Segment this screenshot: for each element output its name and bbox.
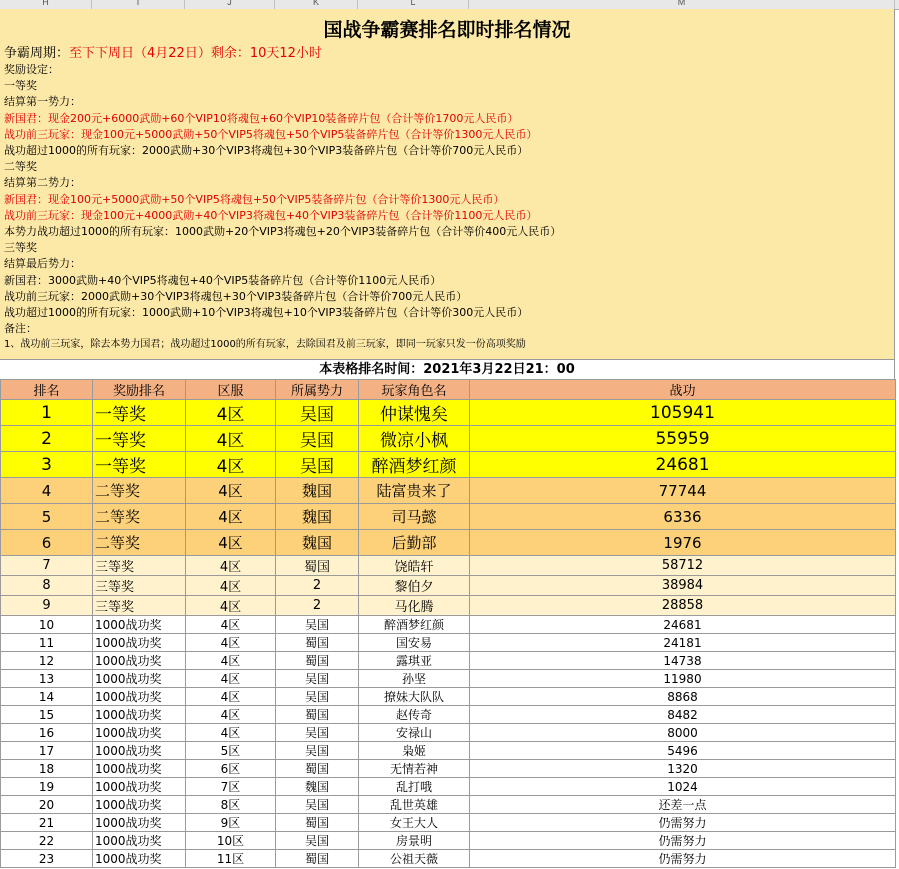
table-row [1,530,896,556]
cell-player-name[interactable]: 赵传奇 [359,706,470,724]
cell-server[interactable]: 4区 [186,616,276,634]
table-header-row [1,380,896,400]
reward-rule-line: 新国君：现金200元+6000武勋+60个VIP10将魂包+60个VIP10装备碎片包（合计等价1700元人民币） [4,111,519,125]
cell-player-name[interactable]: 安禄山 [359,724,470,742]
cell-prize[interactable]: 一等奖 [93,452,186,478]
reward-rule-line: 本势力战功超过1000的所有玩家：1000武勋+20个VIP3将魂包+20个VIP3装备碎片包（合计等价400元人民币） [4,225,562,239]
cell-server[interactable]: 4区 [186,634,276,652]
cell-faction[interactable]: 蜀国 [276,652,359,670]
cell-faction[interactable]: 吴国 [276,426,359,452]
table-row [1,832,896,850]
cell-prize[interactable]: 1000战功奖 [93,850,186,868]
cell-faction[interactable]: 蜀国 [276,634,359,652]
table-row [1,426,896,452]
cell-faction[interactable]: 吴国 [276,796,359,814]
cell-server[interactable]: 8区 [186,796,276,814]
cell-merit[interactable]: 58712 [470,556,896,576]
header-server[interactable]: 区服 [186,380,276,400]
table-row [1,478,896,504]
cell-prize[interactable]: 1000战功奖 [93,724,186,742]
header-faction[interactable]: 所属势力 [276,380,359,400]
cell-prize[interactable]: 1000战功奖 [93,652,186,670]
cell-server[interactable]: 4区 [186,504,276,530]
cell-server[interactable]: 4区 [186,652,276,670]
reward-rule-line: 奖励设定： [4,63,59,76]
cell-rank[interactable]: 21 [1,814,93,832]
cell-prize[interactable]: 1000战功奖 [93,832,186,850]
reward-rule-line: 备注： [4,322,37,336]
cell-faction[interactable]: 魏国 [276,504,359,530]
cell-merit[interactable]: 仍需努力 [470,832,896,850]
cell-merit[interactable]: 8868 [470,688,896,706]
cell-player-name[interactable]: 饶皓轩 [359,556,470,576]
cell-rank[interactable]: 17 [1,742,93,760]
header-merit[interactable]: 战功 [470,380,896,400]
cell-rank[interactable]: 6 [1,530,93,556]
reward-rule-line: 结算最后势力： [4,257,81,271]
cell-faction[interactable]: 吴国 [276,724,359,742]
cell-rank[interactable]: 2 [1,426,93,452]
reward-rule-line: 结算第一势力： [4,95,81,109]
cell-rank[interactable]: 14 [1,688,93,706]
cell-rank[interactable]: 1 [1,400,93,426]
cell-merit[interactable]: 24681 [470,452,896,478]
cell-player-name[interactable]: 醉酒梦红颜 [359,452,470,478]
page-title: 国战争霸赛排名即时排名情况 [323,19,571,41]
cell-player-name[interactable]: 后勤部 [359,530,470,556]
cell-player-name[interactable]: 无情若神 [359,760,470,778]
cell-server[interactable]: 6区 [186,760,276,778]
table-row [1,576,896,596]
cycle-value: 至下下周日（4月22日）剩余：10天12小时 [69,46,322,61]
cell-prize[interactable]: 二等奖 [93,504,186,530]
cell-rank[interactable]: 20 [1,796,93,814]
table-row [1,760,896,778]
cell-player-name[interactable]: 乱打哦 [359,778,470,796]
table-row [1,850,896,868]
cell-faction[interactable]: 魏国 [276,778,359,796]
cell-faction[interactable]: 吴国 [276,452,359,478]
cell-faction[interactable]: 蜀国 [276,556,359,576]
table-row [1,814,896,832]
cell-player-name[interactable]: 乱世英雄 [359,796,470,814]
reward-rule-line: 新国君：3000武勋+40个VIP5将魂包+40个VIP5装备碎片包（合计等价1100元人民币） [4,273,442,287]
cell-prize[interactable]: 二等奖 [93,530,186,556]
cell-server[interactable]: 4区 [186,706,276,724]
cell-merit[interactable]: 24681 [470,616,896,634]
cell-prize[interactable]: 三等奖 [93,576,186,596]
cell-prize[interactable]: 1000战功奖 [93,616,186,634]
cell-player-name[interactable]: 房景明 [359,832,470,850]
cell-player-name[interactable]: 仲谋愧矣 [359,400,470,426]
cell-faction[interactable]: 吴国 [276,832,359,850]
cell-merit[interactable]: 6336 [470,504,896,530]
header-player[interactable]: 玩家角色名 [359,380,470,400]
column-header-m[interactable]: M [469,0,895,9]
cell-prize[interactable]: 一等奖 [93,400,186,426]
cell-merit[interactable]: 8000 [470,724,896,742]
cell-server[interactable]: 4区 [186,596,276,616]
table-row [1,400,896,426]
cell-merit[interactable]: 28858 [470,596,896,616]
table-row [1,652,896,670]
cell-player-name[interactable]: 撩妹大队队 [359,688,470,706]
table-row [1,724,896,742]
cell-prize[interactable]: 三等奖 [93,596,186,616]
cell-rank[interactable]: 7 [1,556,93,576]
cell-server[interactable]: 4区 [186,400,276,426]
reward-rule-line: 战功前三玩家：现金100元+5000武勋+50个VIP5将魂包+50个VIP5装备碎片包（合计等价1300元人民币） [4,127,538,141]
column-header-j[interactable]: J [185,0,275,9]
table-row [1,688,896,706]
cell-faction[interactable]: 吴国 [276,616,359,634]
header-prize[interactable]: 奖励排名 [93,380,186,400]
header-rank[interactable]: 排名 [1,380,93,400]
cell-merit[interactable]: 11980 [470,670,896,688]
column-header-h[interactable]: H [0,0,92,9]
cell-prize[interactable]: 1000战功奖 [93,742,186,760]
cycle-line [4,42,322,61]
cell-player-name[interactable]: 醉酒梦红颜 [359,616,470,634]
cell-merit[interactable]: 14738 [470,652,896,670]
cell-faction[interactable]: 魏国 [276,478,359,504]
cell-rank[interactable]: 11 [1,634,93,652]
cell-server[interactable]: 4区 [186,688,276,706]
cell-rank[interactable]: 12 [1,652,93,670]
reward-rule-line: 战功超过1000的所有玩家：1000武勋+10个VIP3将魂包+10个VIP3装备碎片包（合计等价300元人民币） [4,306,529,320]
table-row [1,706,896,724]
cell-rank[interactable]: 22 [1,832,93,850]
cell-player-name[interactable]: 公祖天薇 [359,850,470,868]
cell-server[interactable]: 4区 [186,530,276,556]
cell-player-name[interactable]: 女王大人 [359,814,470,832]
cell-faction[interactable]: 蜀国 [276,760,359,778]
cell-merit[interactable]: 仍需努力 [470,814,896,832]
cell-player-name[interactable]: 微凉小枫 [359,426,470,452]
reward-rule-line: 战功前三玩家：现金100元+4000武勋+40个VIP3将魂包+40个VIP3装备碎片包（合计等价1100元人民币） [4,208,538,222]
cell-player-name[interactable]: 孙坚 [359,670,470,688]
cell-faction[interactable]: 吴国 [276,670,359,688]
cell-faction[interactable]: 吴国 [276,400,359,426]
cell-rank[interactable]: 18 [1,760,93,778]
cell-faction[interactable]: 蜀国 [276,814,359,832]
cell-rank[interactable]: 4 [1,478,93,504]
cell-merit[interactable]: 1320 [470,760,896,778]
cell-player-name[interactable]: 陆富贵来了 [359,478,470,504]
reward-rule-line: 新国君：现金100元+5000武勋+50个VIP5将魂包+50个VIP5装备碎片包（合计等价1300元人民币） [4,192,505,206]
cell-server[interactable]: 4区 [186,556,276,576]
table-row [1,556,896,576]
cell-server[interactable]: 4区 [186,670,276,688]
cell-prize[interactable]: 二等奖 [93,478,186,504]
cell-prize[interactable]: 1000战功奖 [93,814,186,832]
cell-merit[interactable]: 1976 [470,530,896,556]
cell-merit[interactable]: 8482 [470,706,896,724]
column-header-i[interactable]: I [92,0,185,9]
cell-rank[interactable]: 15 [1,706,93,724]
cell-faction[interactable]: 吴国 [276,688,359,706]
cell-prize[interactable]: 三等奖 [93,556,186,576]
cell-faction[interactable]: 2 [276,596,359,616]
reward-rule-line: 战功前三玩家：2000武勋+30个VIP3将魂包+30个VIP3装备碎片包（合计等价700元人民币） [4,289,468,303]
cell-player-name[interactable]: 露琪亚 [359,652,470,670]
reward-rule-line: 一等奖 [4,79,37,93]
reward-rule-line: 结算第二势力： [4,176,81,190]
cell-server[interactable]: 5区 [186,742,276,760]
cell-rank[interactable]: 16 [1,724,93,742]
cell-merit[interactable]: 1024 [470,778,896,796]
cell-merit[interactable]: 5496 [470,742,896,760]
cell-merit[interactable]: 38984 [470,576,896,596]
cell-merit[interactable]: 还差一点 [470,796,896,814]
ranking-table [0,379,896,868]
cell-server[interactable]: 4区 [186,478,276,504]
cell-rank[interactable]: 19 [1,778,93,796]
reward-rule-line: 战功超过1000的所有玩家：2000武勋+30个VIP3将魂包+30个VIP3装备碎片包（合计等价700元人民币） [4,144,529,158]
cell-faction[interactable]: 蜀国 [276,850,359,868]
cell-server[interactable]: 4区 [186,576,276,596]
column-header-k[interactable]: K [275,0,358,9]
cell-server[interactable]: 10区 [186,832,276,850]
cell-player-name[interactable]: 黎伯夕 [359,576,470,596]
cell-rank[interactable]: 3 [1,452,93,478]
table-row [1,634,896,652]
cycle-label: 争霸周期： [4,46,70,61]
cell-prize[interactable]: 1000战功奖 [93,796,186,814]
cell-server[interactable]: 4区 [186,724,276,742]
cell-rank[interactable]: 9 [1,596,93,616]
cell-merit[interactable]: 105941 [470,400,896,426]
cell-merit[interactable]: 24181 [470,634,896,652]
cell-faction[interactable]: 蜀国 [276,706,359,724]
column-header-l[interactable]: L [358,0,469,9]
cell-prize[interactable]: 1000战功奖 [93,706,186,724]
table-row [1,670,896,688]
cell-server[interactable]: 4区 [186,452,276,478]
cell-server[interactable]: 7区 [186,778,276,796]
reward-rules [4,62,894,354]
cell-rank[interactable]: 5 [1,504,93,530]
reward-rule-line: 1、战功前三玩家，除去本势力国君；战功超过1000的所有玩家，去除国君及前三玩家，即同一玩家只发一份高项奖励 [4,339,526,351]
cell-prize[interactable]: 一等奖 [93,426,186,452]
info-cell[interactable] [0,9,895,360]
cell-server[interactable]: 4区 [186,426,276,452]
cell-prize[interactable]: 1000战功奖 [93,688,186,706]
cell-rank[interactable]: 8 [1,576,93,596]
ranking-time-cell[interactable]: 本表格排名时间：2021年3月22日21：00 [0,360,895,379]
table-row [1,778,896,796]
cell-server[interactable]: 9区 [186,814,276,832]
reward-rule-line: 二等奖 [4,160,37,174]
cell-faction[interactable]: 2 [276,576,359,596]
cell-player-name[interactable]: 马化腾 [359,596,470,616]
cell-player-name[interactable]: 国安易 [359,634,470,652]
reward-rule-line: 三等奖 [4,241,37,255]
cell-faction[interactable]: 吴国 [276,742,359,760]
cell-merit[interactable]: 77744 [470,478,896,504]
cell-merit[interactable]: 仍需努力 [470,850,896,868]
table-row [1,616,896,634]
cell-server[interactable]: 11区 [186,850,276,868]
table-row [1,796,896,814]
cell-faction[interactable]: 魏国 [276,530,359,556]
table-row [1,596,896,616]
cell-rank[interactable]: 13 [1,670,93,688]
cell-merit[interactable]: 55959 [470,426,896,452]
cell-rank[interactable]: 10 [1,616,93,634]
cell-prize[interactable]: 1000战功奖 [93,670,186,688]
cell-player-name[interactable]: 司马懿 [359,504,470,530]
cell-prize[interactable]: 1000战功奖 [93,760,186,778]
cell-player-name[interactable]: 枭姬 [359,742,470,760]
cell-rank[interactable]: 23 [1,850,93,868]
table-row [1,452,896,478]
table-row [1,504,896,530]
table-row [1,742,896,760]
cell-prize[interactable]: 1000战功奖 [93,634,186,652]
cell-prize[interactable]: 1000战功奖 [93,778,186,796]
